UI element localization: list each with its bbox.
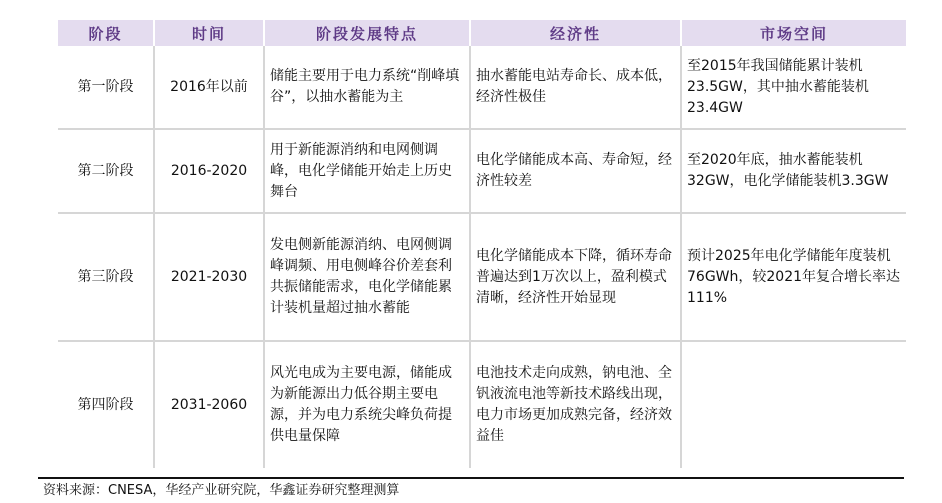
table-row	[58, 341, 906, 468]
cell-economy: 电化学储能成本高、寿命短，经济性较差	[470, 129, 681, 213]
cell-market: 至2015年我国储能累计装机23.5GW，其中抽水蓄能装机23.4GW	[681, 46, 906, 129]
header-economy: 经济性	[470, 20, 681, 46]
cell-economy: 电化学储能成本下降，循环寿命普遍达到1万次以上，盈利模式清晰，经济性开始显现	[470, 213, 681, 341]
cell-stage: 第一阶段	[77, 78, 134, 95]
cell-time: 2016-2020	[154, 129, 264, 213]
cell-features: 储能主要用于电力系统“削峰填谷”，以抽水蓄能为主	[264, 46, 470, 129]
table-row	[58, 46, 906, 129]
cell-features: 发电侧新能源消纳、电网侧调峰调频、用电侧峰谷价差套利共振储能需求，电化学储能累计装机量超过抽水蓄能	[264, 213, 470, 341]
bottom-divider	[38, 477, 904, 479]
cell-time: 2021-2030	[154, 213, 264, 341]
cell-time: 2016年以前	[154, 46, 264, 129]
cell-stage: 第二阶段	[58, 129, 154, 213]
cell-economy: 电池技术走向成熟，钠电池、全钒液流电池等新技术路线出现，电力市场更加成熟完备，经济效益佳	[470, 341, 681, 468]
cell-market: 预计2025年电化学储能年度装机76GWh，较2021年复合增长率达111%	[681, 213, 906, 341]
source-note: 资料来源：CNESA，华经产业研究院，华鑫证券研究整理测算	[43, 483, 400, 498]
header-time: 时间	[154, 20, 264, 46]
cell-market: 至2020年底，抽水蓄能装机32GW，电化学储能装机3.3GW	[681, 129, 906, 213]
header-market: 市场空间	[681, 20, 906, 46]
header-features: 阶段发展特点	[264, 20, 470, 46]
cell-stage: 第三阶段	[58, 213, 154, 341]
cell-market	[681, 341, 906, 468]
cell-economy: 抽水蓄能电站寿命长、成本低，经济性极佳	[470, 46, 681, 129]
table-row	[58, 129, 906, 213]
cell-stage: 第四阶段	[58, 341, 154, 468]
table-row	[58, 213, 906, 341]
stage-comparison-table	[58, 20, 906, 468]
cell-features: 用于新能源消纳和电网侧调峰，电化学储能开始走上历史舞台	[264, 129, 470, 213]
cell-time: 2031-2060	[154, 341, 264, 468]
cell-features: 风光电成为主要电源，储能成为新能源出力低谷期主要电源，并为电力系统尖峰负荷提供电量保障	[264, 341, 470, 468]
header-stage: 阶段	[58, 20, 154, 46]
table-header-row	[58, 20, 906, 46]
